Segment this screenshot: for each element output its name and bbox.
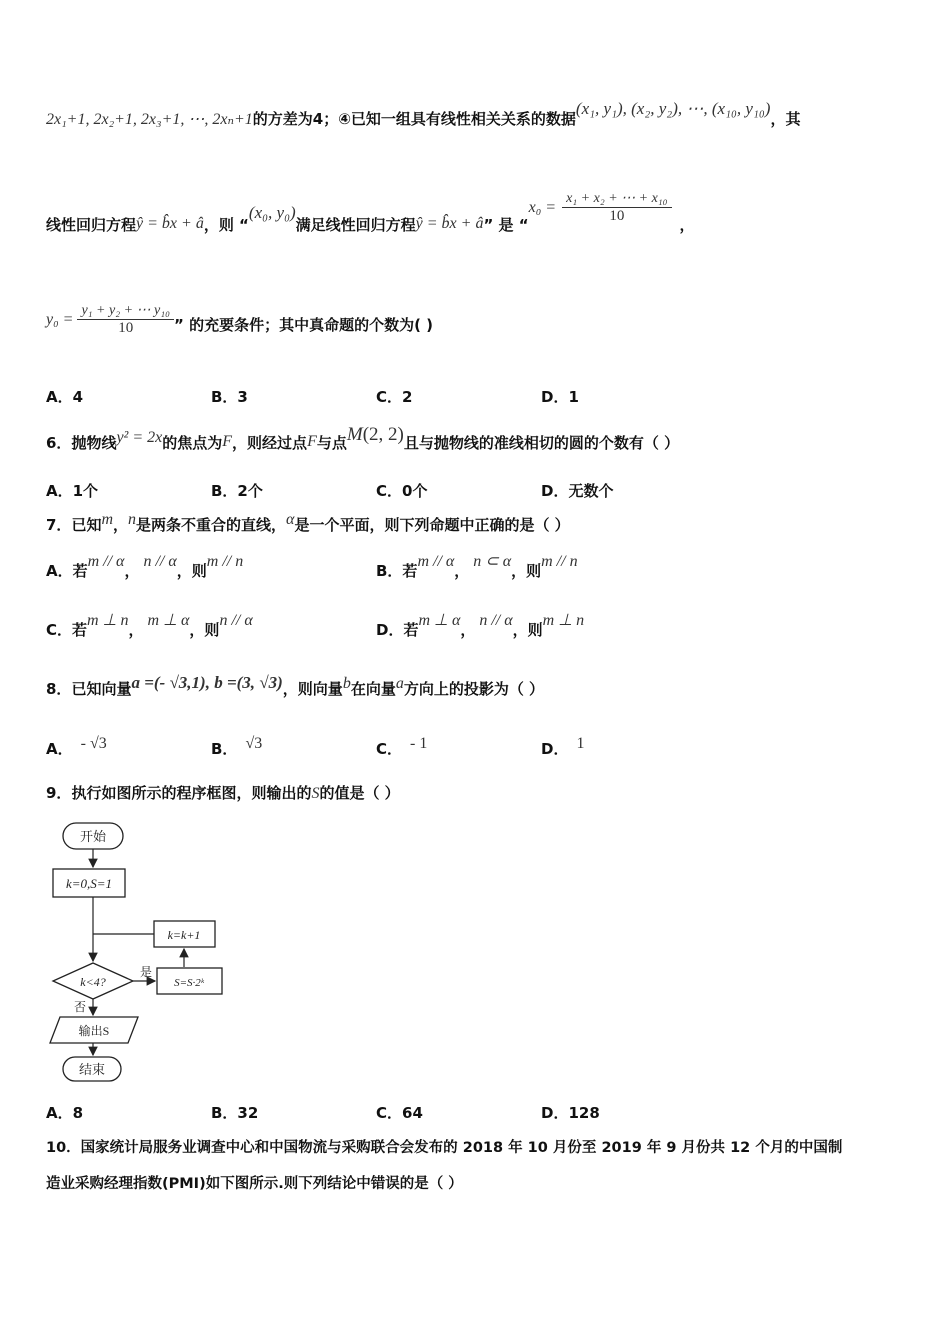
q7-c-sep: ， [128, 621, 144, 639]
q7-sep: ， [113, 516, 129, 534]
y-mean-fraction [77, 302, 174, 337]
x-sum: x₁ + x₂ + ⋯ + x₁₀ [562, 190, 671, 208]
flow-init-label: k=0,S=1 [65, 876, 113, 891]
variable-S: S [311, 785, 320, 802]
y-denominator: 10 [118, 320, 134, 336]
q5-text-7: ， [679, 216, 695, 234]
plane-alpha: α [286, 511, 295, 528]
q8-c-label: C． [376, 740, 403, 758]
q8-a-value: - √3 [80, 735, 107, 752]
q5-option-a[interactable]: A．4 [46, 388, 84, 406]
focus-F-2: F [307, 433, 317, 450]
flow-no-label: 否 [74, 1000, 87, 1014]
q7-a-result: m // n [206, 553, 244, 570]
q5-text-2: ，其 [770, 110, 801, 128]
q9-text-1: 执行如图所示的程序框图，则输出的 [71, 784, 312, 802]
q6-stem [46, 424, 680, 452]
q10-line-2: 造业采购经理指数(PMI)如下图所示.则下列结论中错误的是（ ） [46, 1176, 463, 1192]
q6-option-c[interactable]: C．0个 [376, 482, 428, 500]
q5-line1 [46, 99, 801, 129]
q6-option-b[interactable]: B．2个 [211, 482, 263, 500]
flowchart [40, 815, 240, 1090]
flow-output-label: 输出S [78, 1024, 110, 1038]
q9-stem [46, 782, 400, 803]
q7-c-then: ，则 [189, 621, 220, 639]
point-M-coords: (2, 2) [362, 424, 404, 445]
q8-text-3: 在向量 [350, 680, 396, 698]
q5-text-1: 的方差为4；④已知一组具有线性相关关系的数据 [252, 110, 576, 128]
y-sum: y₁ + y₂ + ⋯ y₁₀ [77, 302, 174, 320]
q9-option-c[interactable]: C．64 [376, 1104, 423, 1122]
q10-line-1: 10．国家统计局服务业调查中心和中国物流与采购联合会发布的 2018 年 10 月份至 2019 年 9 月份共 12 个月的中国制 [46, 1140, 843, 1156]
q7-d-label: D．若 [376, 621, 419, 639]
flow-update-label: S=S·2ᵏ [174, 977, 204, 989]
flow-start-label: 开始 [79, 829, 107, 844]
q6-text-4: 与点 [316, 434, 347, 452]
q7-d-cond2: n // α [479, 612, 513, 629]
q9-option-d[interactable]: D．128 [541, 1104, 600, 1122]
q8-option-a[interactable] [46, 735, 107, 759]
q7-a-label: A．若 [46, 562, 88, 580]
q7-option-a[interactable] [46, 553, 244, 581]
q8-text-2: ，则向量 [282, 680, 343, 698]
q7-text-2: 是两条不重合的直线， [136, 516, 287, 534]
point-x0-y0: (x₀, y₀) [248, 203, 296, 222]
q7-b-cond1: m // α [417, 553, 455, 570]
q5-option-b[interactable]: B．3 [211, 388, 248, 406]
q9-option-b[interactable]: B．32 [211, 1104, 259, 1122]
q7-c-cond2: m ⊥ α [147, 612, 190, 629]
sequence-expression: 2x₁+1, 2x₂+1, 2x₃+1, ⋯, 2xₙ+1 [46, 111, 253, 128]
vector-b: b [342, 675, 351, 692]
x-mean-fraction [562, 190, 671, 225]
q8-b-value: √3 [245, 735, 263, 752]
q7-text-1: 已知 [71, 516, 102, 534]
q8-text-4: 方向上的投影为（ ） [403, 680, 545, 698]
q7-b-label: B．若 [376, 562, 418, 580]
q7-a-cond2: n // α [143, 553, 177, 570]
q8-b-label: B． [211, 740, 238, 758]
q7-c-cond1: m ⊥ n [87, 612, 129, 629]
q7-option-d[interactable] [376, 612, 585, 640]
q7-number: 7． [46, 516, 72, 534]
flow-yes-label: 是 [140, 965, 153, 979]
q8-option-c[interactable] [376, 735, 428, 759]
vector-a: a [395, 675, 404, 692]
q8-d-value: 1 [576, 735, 585, 752]
q5-text-8: ” 的充要条件；其中真命题的个数为( ) [173, 316, 433, 334]
q7-b-result: m // n [541, 553, 578, 570]
q8-option-b[interactable] [211, 735, 263, 759]
q9-option-a[interactable]: A．8 [46, 1104, 84, 1122]
q8-d-label: D． [541, 740, 569, 758]
y0-equals: y₀ = [46, 311, 74, 328]
line-m: m [101, 511, 114, 528]
q7-d-then: ，则 [512, 621, 543, 639]
q7-stem [46, 508, 570, 534]
flow-increment-label: k=k+1 [167, 928, 201, 942]
x-denominator: 10 [609, 208, 625, 224]
q6-option-d[interactable]: D．无数个 [541, 482, 614, 500]
q6-text-3: ，则经过点 [232, 434, 308, 452]
q6-text-1: 抛物线 [71, 434, 117, 452]
q8-option-d[interactable] [541, 735, 585, 759]
q5-text-3: 线性回归方程 [46, 216, 137, 234]
q7-b-cond2: n ⊂ α [473, 553, 512, 570]
point-M: M [346, 424, 363, 445]
focus-F: F [222, 433, 233, 450]
flow-decision-label: k<4? [80, 975, 106, 989]
q5-text-5: 满足线性回归方程 [295, 216, 416, 234]
q8-c-value: - 1 [410, 735, 428, 752]
q6-text-2: 的焦点为 [162, 434, 223, 452]
data-points-expression: (x₁, y₁), (x₂, y₂), ⋯, (x₁₀, y₁₀) [575, 99, 771, 118]
q7-a-cond1: m // α [87, 553, 125, 570]
q7-b-then: ，则 [511, 562, 542, 580]
q7-b-sep: ， [454, 562, 470, 580]
q7-option-b[interactable] [376, 553, 578, 581]
q6-number: 6． [46, 434, 72, 452]
flow-end-label: 结束 [78, 1062, 106, 1077]
parabola-equation: y² = 2x [116, 429, 163, 446]
q8-a-label: A． [46, 740, 73, 758]
q5-text-6: ” 是 “ [483, 216, 529, 234]
q7-option-c[interactable] [46, 612, 253, 640]
regression-equation-2: ŷ = b̂x + â [415, 215, 484, 232]
q8-text-1: 已知向量 [71, 680, 132, 698]
q5-line2 [46, 190, 695, 234]
q8-stem [46, 672, 545, 698]
q9-number: 9． [46, 784, 72, 802]
q6-text-5: 且与抛物线的准线相切的圆的个数有（ ） [403, 434, 680, 452]
q8-number: 8． [46, 680, 72, 698]
line-n: n [128, 511, 137, 528]
q7-c-result: n // α [219, 612, 253, 629]
q7-d-sep: ， [460, 621, 476, 639]
q7-a-then: ，则 [176, 562, 207, 580]
q7-d-result: m ⊥ n [542, 612, 585, 629]
q7-a-sep: ， [124, 562, 140, 580]
q7-text-3: 是一个平面，则下列命题中正确的是（ ） [294, 516, 570, 534]
q7-d-cond1: m ⊥ α [418, 612, 461, 629]
regression-equation: ŷ = b̂x + â [136, 215, 204, 232]
q5-line3 [46, 302, 433, 337]
x0-equals: x₀ = [528, 199, 557, 216]
q6-option-a[interactable]: A．1个 [46, 482, 99, 500]
q5-option-c[interactable]: C．2 [376, 388, 413, 406]
q7-c-label: C．若 [46, 621, 88, 639]
q9-text-2: 的值是（ ） [319, 784, 400, 802]
q5-text-4: ，则 “ [203, 216, 249, 234]
q5-option-d[interactable]: D．1 [541, 388, 579, 406]
vector-definitions: a =(- √3,1), b =(3, √3) [131, 673, 283, 692]
